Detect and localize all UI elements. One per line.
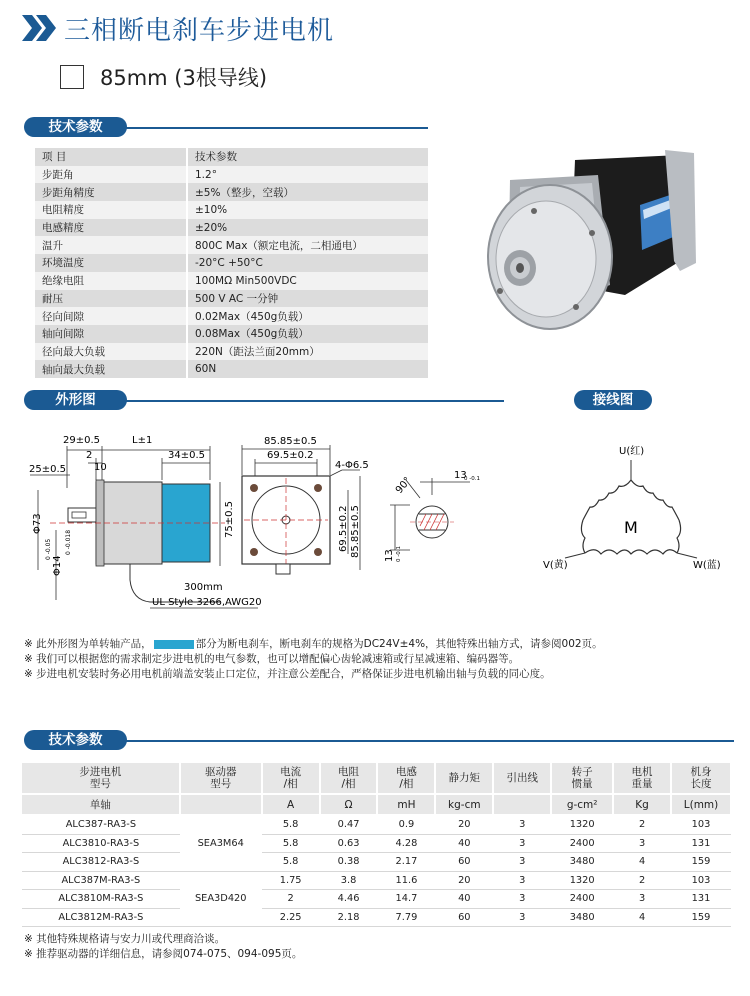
value-cell: 5.8	[262, 853, 320, 872]
page-title: 三相断电刹车步进电机	[64, 15, 335, 46]
value-cell: 2400	[551, 834, 613, 853]
section-divider	[124, 127, 428, 129]
value-cell: 3.8	[320, 871, 378, 890]
spec-key: 径向间隙	[35, 307, 187, 325]
value-cell: 103	[671, 871, 731, 890]
spec-key: 电阻精度	[35, 201, 187, 219]
value-cell: 2.17	[377, 853, 435, 872]
model-cell: ALC387-RA3-S	[22, 815, 180, 834]
section-label-tech: 技术参数	[24, 117, 127, 137]
value-cell: 1.75	[262, 871, 320, 890]
value-cell: 3	[493, 871, 551, 890]
value-cell: 3	[493, 834, 551, 853]
driver-cell: SEA3M64	[180, 815, 262, 871]
dim-13: 13	[454, 470, 467, 481]
model-cell: ALC3810-RA3-S	[22, 834, 180, 853]
value-cell: 4	[613, 908, 671, 927]
value-cell: 4.28	[377, 834, 435, 853]
value-cell: 3480	[551, 853, 613, 872]
spec-row	[35, 254, 428, 272]
header-cell: 步进电机 型号	[22, 763, 180, 794]
cable-callout	[140, 575, 270, 615]
section-label-tech-2: 技术参数	[24, 730, 127, 750]
spec-row	[35, 201, 428, 219]
spec-value: 800C Max（额定电流，二相通电）	[187, 236, 428, 254]
wire-v-label: V(黄)	[543, 560, 568, 571]
unit-cell	[180, 794, 262, 815]
spec-value: -20°C +50°C	[187, 254, 428, 272]
spec-value: 1.2°	[187, 166, 428, 184]
table-unit-row	[22, 794, 731, 815]
spec-value: ±20%	[187, 219, 428, 237]
spec-value: ±5%（整步，空载）	[187, 183, 428, 201]
value-cell: 2	[262, 890, 320, 909]
unit-cell: Kg	[613, 794, 671, 815]
spec-key: 绝缘电阻	[35, 272, 187, 290]
spec-row	[35, 148, 428, 166]
spec-row	[35, 360, 428, 378]
checkbox-square	[60, 65, 84, 89]
value-cell: 3	[613, 834, 671, 853]
double-chevron-icon	[20, 13, 58, 43]
model-cell: ALC3812-RA3-S	[22, 853, 180, 872]
spec-value: 60N	[187, 360, 428, 378]
value-cell: 2	[613, 871, 671, 890]
dim-13-vertical-tol: 0 -0.1	[396, 546, 402, 562]
value-cell: 3	[493, 815, 551, 834]
page-subtitle: 85mm (3根导线)	[100, 66, 268, 90]
spec-value: 220N（距法兰面20mm）	[187, 343, 428, 361]
wiring-diagram	[535, 440, 735, 575]
spec-row	[35, 219, 428, 237]
section-divider	[124, 740, 734, 742]
value-cell: 60	[435, 908, 493, 927]
spec-value: 100MΩ Min500VDC	[187, 272, 428, 290]
value-cell: 103	[671, 815, 731, 834]
spec-row	[35, 307, 428, 325]
note-1: ※ 此外形图为单转轴产品， 部分为断电刹车，断电刹车的规格为DC24V±4%，其他特殊出轴方式，请参阅002页。	[24, 638, 603, 650]
dim-L: L±1	[132, 435, 153, 446]
dim-angle-90: 90°	[393, 475, 414, 496]
unit-cell	[493, 794, 551, 815]
model-cell: ALC3812M-RA3-S	[22, 908, 180, 927]
dim-2: 2	[86, 450, 93, 461]
dim-85-85-vertical: 85.85±0.5	[350, 505, 361, 558]
value-cell: 40	[435, 890, 493, 909]
unit-cell: A	[262, 794, 320, 815]
value-cell: 60	[435, 853, 493, 872]
spec-row	[35, 325, 428, 343]
value-cell: 2.18	[320, 908, 378, 927]
value-cell: 4	[613, 853, 671, 872]
dim-13-vertical: 13	[384, 549, 395, 562]
table-row	[22, 834, 731, 853]
header-cell: 驱动器 型号	[180, 763, 262, 794]
value-cell: 3	[493, 853, 551, 872]
wire-u-label: U(红)	[619, 446, 645, 457]
section-label-outline: 外形图	[24, 390, 127, 410]
page-header	[20, 10, 334, 46]
table-row	[22, 890, 731, 909]
header-cell: 静力矩	[435, 763, 493, 794]
dim-dia14: Φ14	[52, 555, 63, 576]
front-view-drawing	[230, 430, 375, 585]
value-cell: 5.8	[262, 834, 320, 853]
spec-table	[35, 148, 428, 378]
spec-key: 轴向最大负载	[35, 360, 187, 378]
cable-spec: UL Style 3266,AWG20	[152, 597, 262, 608]
wire-w-label: W(蓝)	[693, 560, 721, 571]
note-2: ※ 我们可以根据您的需求制定步进电机的电气参数，也可以增配偏心齿轮减速箱或行星减速箱、编码器等。	[24, 653, 520, 665]
table-row	[22, 815, 731, 834]
value-cell: 2	[613, 815, 671, 834]
dim-dia73: Φ73	[32, 513, 43, 534]
motor-photo	[480, 135, 715, 345]
model-cell: ALC387M-RA3-S	[22, 871, 180, 890]
spec-key: 耐压	[35, 290, 187, 308]
section-divider	[124, 400, 504, 402]
spec-value: 500 V AC 一分钟	[187, 290, 428, 308]
table-row	[22, 908, 731, 927]
value-cell: 14.7	[377, 890, 435, 909]
value-cell: 159	[671, 908, 731, 927]
value-cell: 40	[435, 834, 493, 853]
header-cell: 转子 惯量	[551, 763, 613, 794]
footnotes	[24, 932, 302, 962]
value-cell: 4.46	[320, 890, 378, 909]
value-cell: 131	[671, 834, 731, 853]
spec-key: 项 目	[35, 148, 187, 166]
unit-cell: Ω	[320, 794, 378, 815]
unit-cell: kg-cm	[435, 794, 493, 815]
unit-cell: g-cm²	[551, 794, 613, 815]
value-cell: 11.6	[377, 871, 435, 890]
value-cell: 0.63	[320, 834, 378, 853]
dim-75: 75±0.5	[224, 500, 235, 538]
header-cell: 引出线	[493, 763, 551, 794]
spec-key: 步距角	[35, 166, 187, 184]
cable-length: 300mm	[184, 582, 223, 593]
footnote-2: ※ 推荐驱动器的详细信息，请参阅074-075、094-095页。	[24, 948, 303, 960]
value-cell: 2400	[551, 890, 613, 909]
spec-key: 温升	[35, 236, 187, 254]
table-row	[22, 853, 731, 872]
spec-key: 径向最大负载	[35, 343, 187, 361]
motor-symbol: M	[624, 518, 638, 537]
notes-block	[24, 637, 603, 682]
value-cell: 2.25	[262, 908, 320, 927]
value-cell: 131	[671, 890, 731, 909]
shaft-detail-drawing	[380, 450, 480, 575]
spec-key: 环境温度	[35, 254, 187, 272]
spec-row	[35, 343, 428, 361]
value-cell: 1320	[551, 815, 613, 834]
value-cell: 0.9	[377, 815, 435, 834]
header-cell: 电感 /相	[377, 763, 435, 794]
spec-value: 技术参数	[187, 148, 428, 166]
model-cell: ALC3810M-RA3-S	[22, 890, 180, 909]
value-cell: 20	[435, 815, 493, 834]
header-cell: 电流 /相	[262, 763, 320, 794]
spec-key: 轴向间隙	[35, 325, 187, 343]
footnote-1: ※ 其他特殊规格请与安力川或代理商洽谈。	[24, 933, 226, 945]
value-cell: 159	[671, 853, 731, 872]
value-cell: 0.38	[320, 853, 378, 872]
spec-row	[35, 236, 428, 254]
value-cell: 20	[435, 871, 493, 890]
unit-cell: mH	[377, 794, 435, 815]
value-cell: 1320	[551, 871, 613, 890]
spec-key: 步距角精度	[35, 183, 187, 201]
value-cell: 3	[493, 890, 551, 909]
spec-row	[35, 183, 428, 201]
header-cell: 电机 重量	[613, 763, 671, 794]
dim-34: 34±0.5	[168, 450, 206, 461]
driver-cell: SEA3D420	[180, 871, 262, 927]
value-cell: 7.79	[377, 908, 435, 927]
value-cell: 3480	[551, 908, 613, 927]
spec-key: 电感精度	[35, 219, 187, 237]
dim-dia73-tol: 0 -0.05	[45, 538, 52, 560]
spec-row	[35, 166, 428, 184]
unit-cell: L(mm)	[671, 794, 731, 815]
table-row	[22, 871, 731, 890]
spec-value: 0.02Max（450g负载）	[187, 307, 428, 325]
spec-row	[35, 290, 428, 308]
dim-holes: 4-Φ6.5	[335, 460, 369, 471]
dim-29: 29±0.5	[63, 435, 101, 446]
header-cell: 机身 长度	[671, 763, 731, 794]
model-table	[22, 763, 732, 927]
dim-13-tol: 0 -0.1	[464, 476, 480, 482]
value-cell: 5.8	[262, 815, 320, 834]
table-header-row	[22, 763, 731, 794]
dim-dia14-tol: 0 -0.018	[65, 529, 72, 555]
brake-color-swatch	[154, 640, 194, 649]
spec-row	[35, 272, 428, 290]
spec-value: ±10%	[187, 201, 428, 219]
value-cell: 3	[613, 890, 671, 909]
subtitle-row	[60, 62, 267, 92]
value-cell: 3	[493, 908, 551, 927]
header-cell: 电阻 /相	[320, 763, 378, 794]
dim-69-5: 69.5±0.2	[267, 450, 314, 461]
dim-85-85: 85.85±0.5	[264, 436, 317, 447]
dim-10: 10	[94, 462, 107, 473]
value-cell: 0.47	[320, 815, 378, 834]
spec-value: 0.08Max（450g负载）	[187, 325, 428, 343]
note-3: ※ 步进电机安装时务必用电机前端盖安装止口定位，并注意公差配合，严格保证步进电机输出轴与负载的同心度。	[24, 668, 551, 680]
dim-69-5-vertical: 69.5±0.2	[338, 505, 349, 552]
section-label-wiring: 接线图	[574, 390, 652, 410]
dim-25: 25±0.5	[29, 464, 67, 475]
unit-cell: 单轴	[22, 794, 180, 815]
